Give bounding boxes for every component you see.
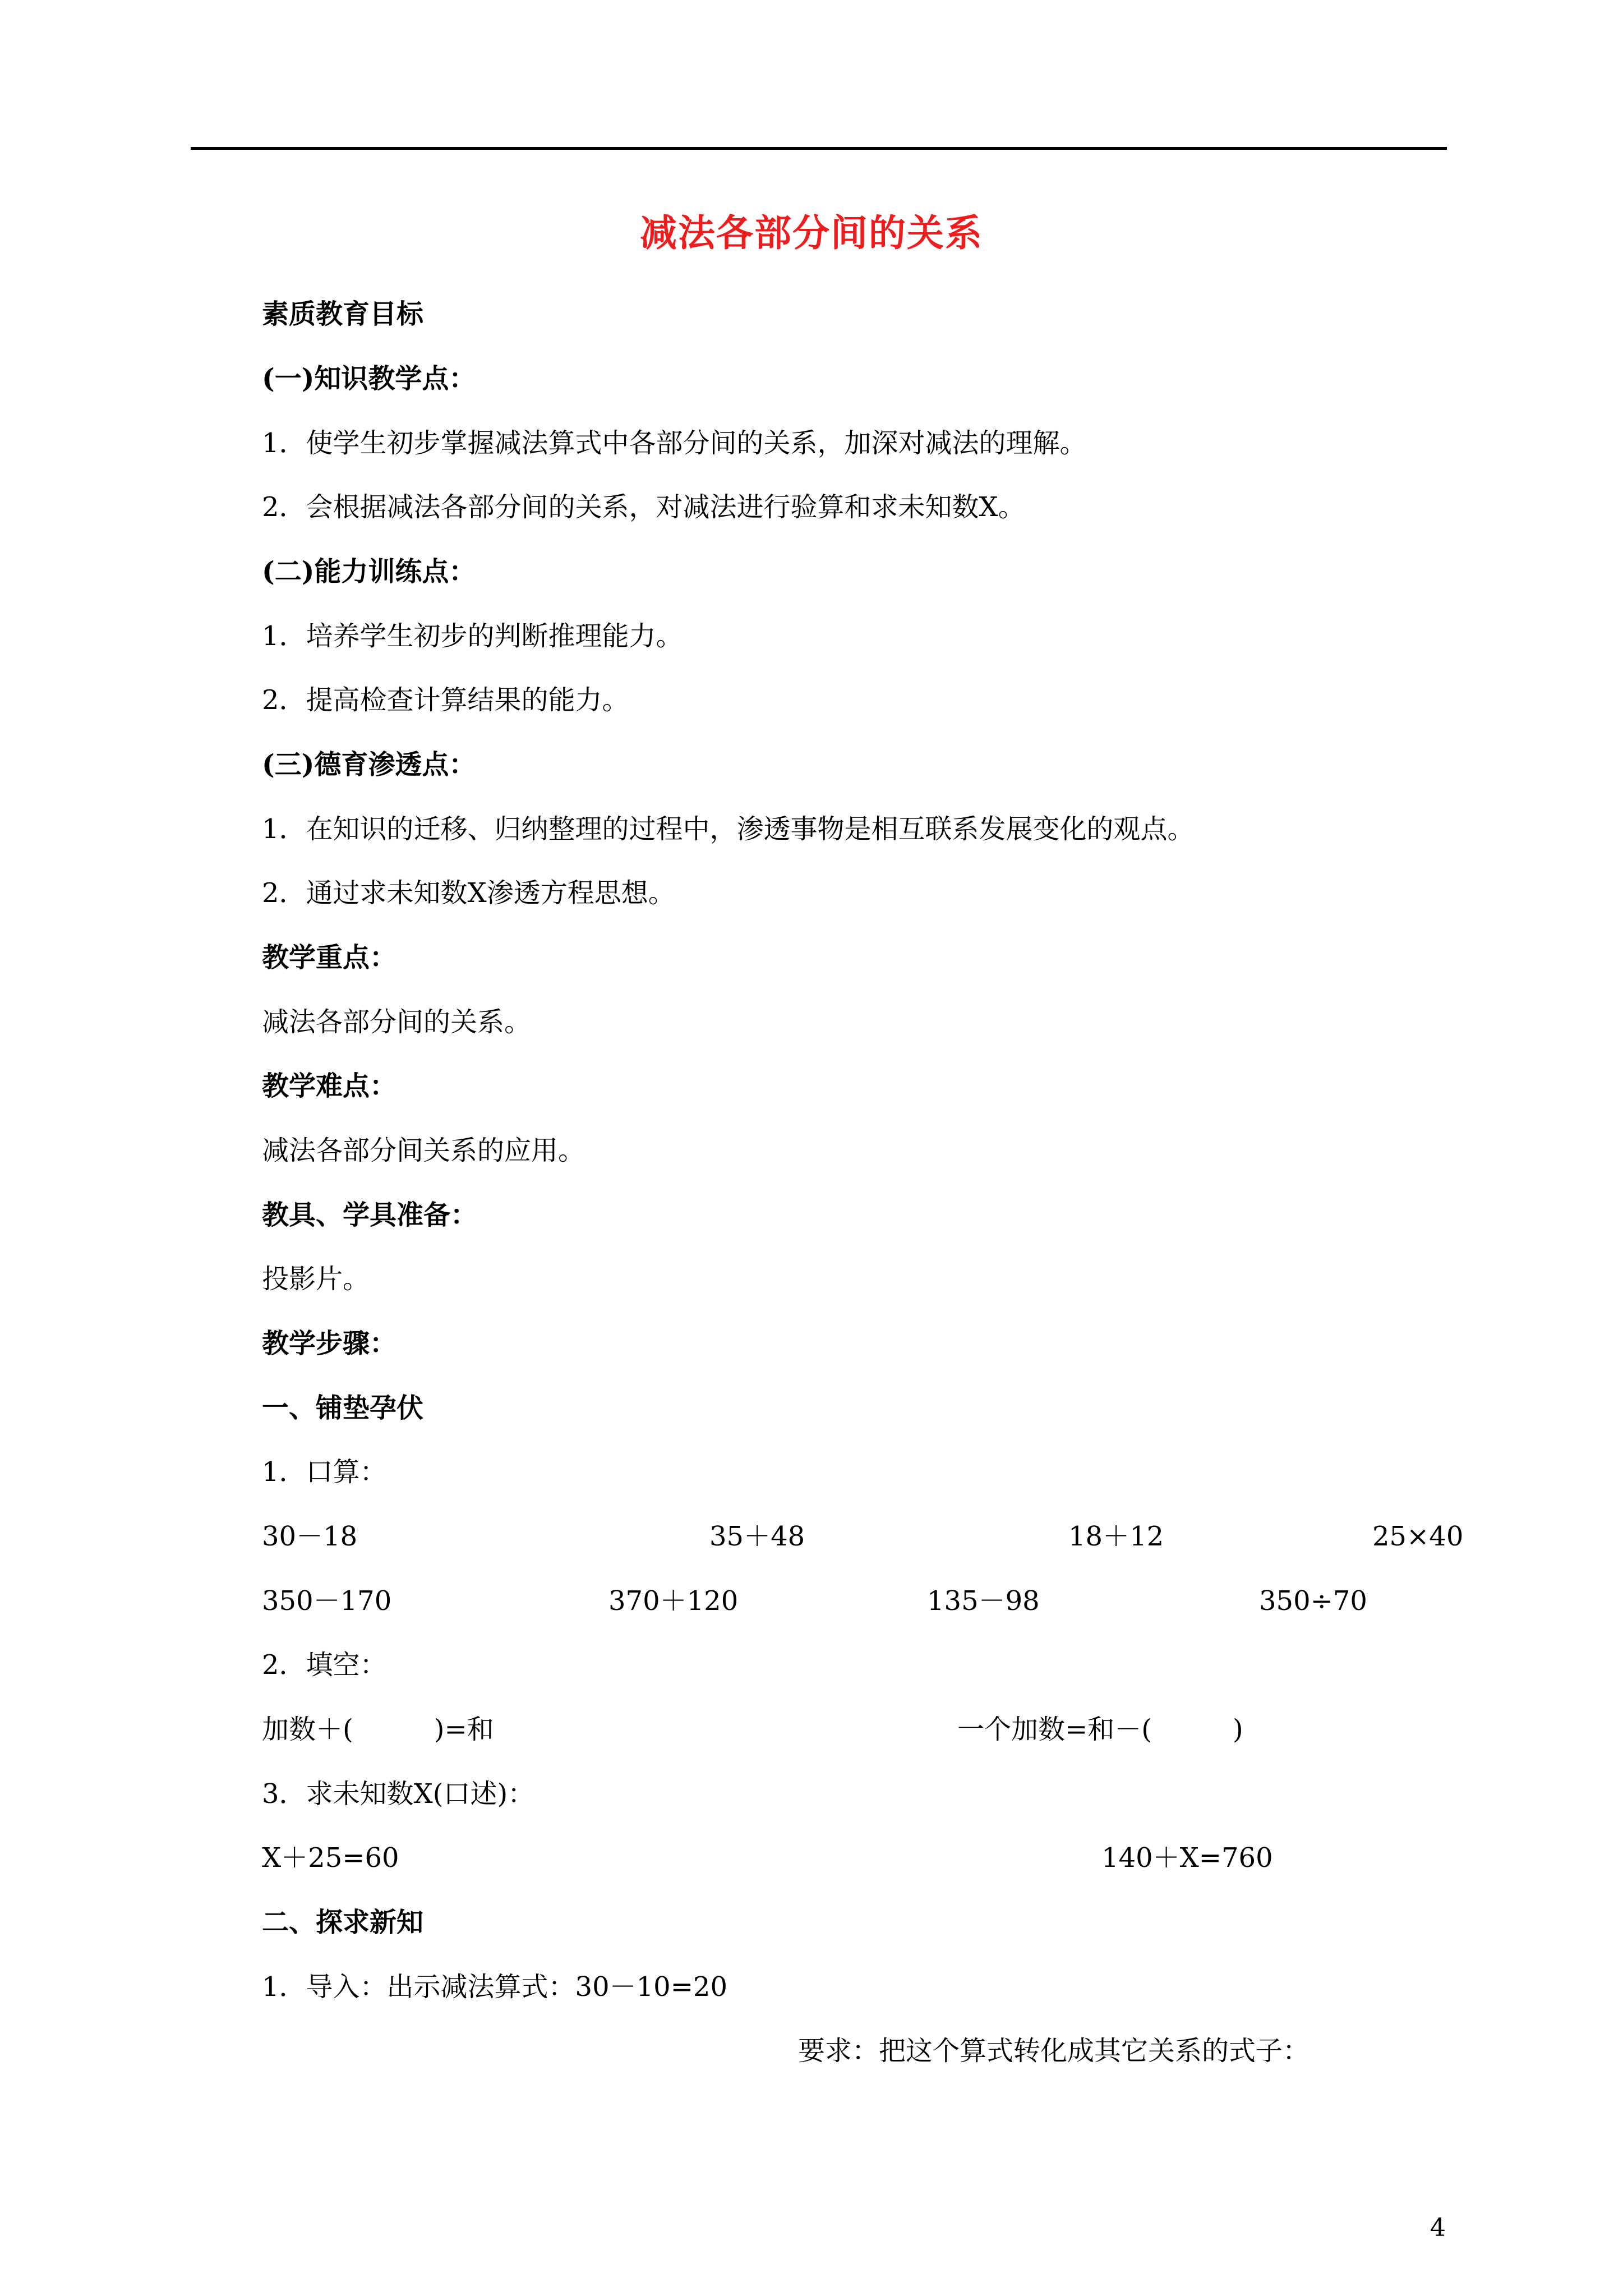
heading-goals: 素质教育目标 — [262, 298, 424, 330]
tools-text: 投影片。 — [262, 1263, 370, 1295]
fill-blank-2: 一个加数=和－( ) — [957, 1714, 1243, 1745]
oral-calc-item: 18＋12 — [1068, 1521, 1164, 1552]
tools-heading: 教具、学具准备： — [262, 1199, 478, 1231]
oral-calc-item: 25×40 — [1372, 1521, 1464, 1552]
part-2-requirement: 要求：把这个算式转化成其它关系的式子： — [798, 2035, 1310, 2067]
difficulty-text: 减法各部分间关系的应用。 — [262, 1135, 585, 1166]
oral-calc-item: 350－170 — [262, 1585, 392, 1617]
section-3-heading: (三)德育渗透点： — [262, 749, 476, 780]
equation-2: 140＋X=760 — [1101, 1842, 1273, 1874]
header-rule — [191, 147, 1447, 150]
section-1-item-2: 2．会根据减法各部分间的关系，对减法进行验算和求未知数X。 — [262, 491, 1025, 523]
oral-calc-label: 1．口算： — [262, 1456, 387, 1488]
oral-calc-item: 135－98 — [927, 1585, 1040, 1617]
section-1-item-1: 1．使学生初步掌握减法算式中各部分间的关系，加深对减法的理解。 — [262, 427, 1087, 459]
document-title: 减法各部分间的关系 — [640, 211, 983, 255]
part-2-heading: 二、探求新知 — [262, 1907, 424, 1938]
section-2-heading: (二)能力训练点： — [262, 556, 476, 587]
page-number: 4 — [1430, 2214, 1446, 2242]
oral-calc-item: 370＋120 — [608, 1585, 739, 1617]
fill-blank-label: 2．填空： — [262, 1649, 387, 1681]
key-point-heading: 教学重点： — [262, 942, 397, 973]
part-1-heading: 一、铺垫孕伏 — [262, 1392, 424, 1424]
equation-1: X＋25=60 — [262, 1842, 399, 1874]
part-2-intro: 1．导入：出示减法算式：30－10=20 — [262, 1971, 727, 2003]
oral-calc-item: 350÷70 — [1259, 1585, 1367, 1617]
oral-calc-item: 35＋48 — [709, 1521, 805, 1552]
difficulty-heading: 教学难点： — [262, 1070, 397, 1102]
key-point-text: 减法各部分间的关系。 — [262, 1006, 532, 1038]
section-2-item-2: 2．提高检查计算结果的能力。 — [262, 684, 629, 716]
steps-heading: 教学步骤： — [262, 1328, 397, 1359]
section-2-item-1: 1．培养学生初步的判断推理能力。 — [262, 620, 683, 652]
section-1-heading: (一)知识教学点： — [262, 363, 476, 394]
fill-blank-1: 加数＋( )=和 — [262, 1714, 494, 1745]
unknown-x-label: 3．求未知数X(口述)： — [262, 1778, 535, 1810]
section-3-item-2: 2．通过求未知数X渗透方程思想。 — [262, 877, 675, 909]
section-3-item-1: 1．在知识的迁移、归纳整理的过程中，渗透事物是相互联系发展变化的观点。 — [262, 813, 1195, 845]
oral-calc-item: 30－18 — [262, 1521, 358, 1552]
